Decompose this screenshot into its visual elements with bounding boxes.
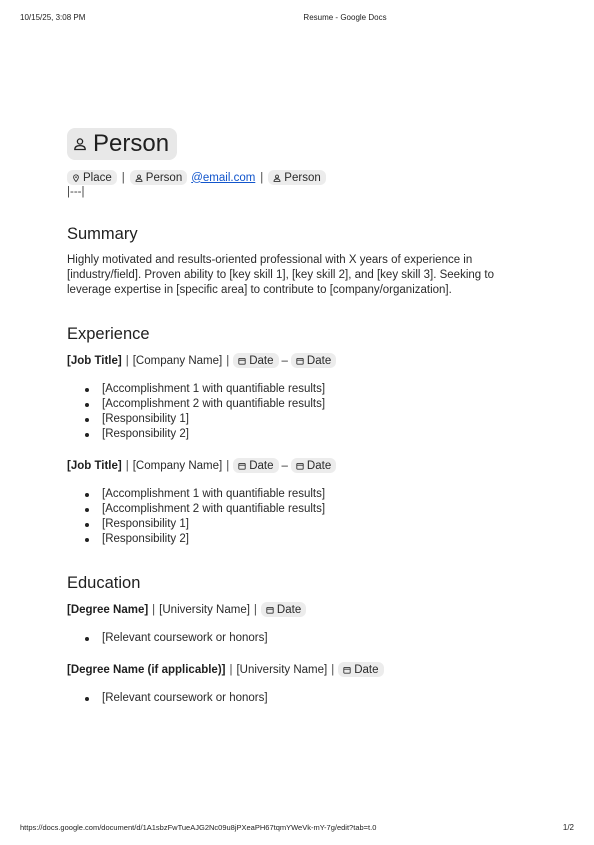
person-label: Person — [284, 171, 321, 184]
list-item: [Accomplishment 1 with quantifiable results] — [85, 487, 527, 502]
print-timestamp: 10/15/25, 3:08 PM — [20, 13, 86, 22]
date-chip[interactable] — [338, 662, 383, 677]
separator: | — [121, 171, 125, 184]
calendar-icon — [296, 462, 304, 470]
list-item: [Relevant coursework or honors] — [85, 631, 527, 646]
job-title: [Job Title] — [67, 354, 122, 367]
degree-bullets — [85, 631, 527, 646]
education-section — [67, 574, 527, 706]
separator: | — [260, 171, 264, 184]
email-link[interactable]: @email.com — [191, 171, 256, 184]
document-body — [67, 128, 527, 706]
company-name: [Company Name] — [132, 354, 223, 367]
separator: | — [125, 459, 129, 472]
separator: | — [226, 354, 230, 367]
education-heading: Education — [67, 574, 141, 592]
calendar-icon — [296, 357, 304, 365]
summary-section — [67, 225, 527, 298]
list-item: [Relevant coursework or honors] — [85, 691, 527, 706]
page-number: 1/2 — [562, 823, 574, 832]
divider-text: |---| — [67, 186, 85, 198]
job-bullets — [85, 382, 527, 442]
print-url: https://docs.google.com/document/d/1A1sbzFwTueAJG2Nc09u8jPXeaPH67tqmYWeVk-mY-7g/edit?tab=t.0 — [20, 823, 377, 832]
person-label: Person — [145, 171, 183, 184]
calendar-icon — [238, 357, 246, 365]
list-item: [Responsibility 2] — [85, 532, 527, 547]
date-label: Date — [354, 663, 379, 676]
date-dash: – — [281, 459, 288, 472]
calendar-icon — [343, 666, 351, 674]
date-label: Date — [249, 354, 274, 367]
list-item: [Responsibility 1] — [85, 412, 527, 427]
list-item: [Accomplishment 2 with quantifiable results] — [85, 502, 527, 517]
date-label: Date — [306, 354, 332, 367]
date-dash: – — [281, 354, 288, 367]
list-item: [Accomplishment 2 with quantifiable results] — [85, 397, 527, 412]
experience-heading: Experience — [67, 325, 150, 343]
degree-line — [67, 602, 527, 617]
calendar-icon — [238, 462, 246, 470]
university-name: [University Name] — [159, 603, 250, 616]
job-bullets — [85, 487, 527, 547]
date-chip[interactable] — [233, 458, 278, 473]
person-icon — [273, 174, 281, 182]
job-line — [67, 353, 527, 368]
person-icon — [73, 137, 87, 151]
person-name: Person — [93, 129, 170, 157]
job-title: [Job Title] — [67, 459, 122, 472]
person-email-chip[interactable] — [130, 170, 187, 185]
date-chip[interactable] — [261, 602, 306, 617]
date-label: Date — [306, 459, 332, 472]
location-pin-icon — [72, 174, 80, 182]
separator: | — [229, 663, 233, 676]
separator: | — [226, 459, 230, 472]
experience-section — [67, 325, 527, 547]
date-chip[interactable] — [233, 353, 278, 368]
summary-text: Highly motivated and results-oriented professional with X years of experience in [industry/field]. Proven ability to [key skill 1], [key skill 2], and [key skill 3]. Seeking to leverage expertise in [specific area] to contribute to [company/organization]. — [67, 254, 494, 296]
university-name: [University Name] — [236, 663, 328, 676]
degree-name: [Degree Name] — [67, 603, 149, 616]
summary-heading: Summary — [67, 225, 138, 243]
date-label: Date — [276, 603, 302, 616]
separator: | — [125, 354, 129, 367]
company-name: [Company Name] — [132, 459, 223, 472]
degree-line — [67, 662, 527, 677]
place-label: Place — [83, 171, 112, 184]
person-icon — [135, 174, 143, 182]
date-chip[interactable] — [291, 458, 336, 473]
separator: | — [152, 603, 156, 616]
list-item: [Responsibility 1] — [85, 517, 527, 532]
place-chip[interactable] — [67, 170, 117, 185]
separator: | — [331, 663, 335, 676]
separator: | — [253, 603, 257, 616]
name-person-chip[interactable] — [67, 128, 177, 160]
degree-bullets — [85, 691, 527, 706]
calendar-icon — [266, 606, 274, 614]
degree-name: [Degree Name (if applicable)] — [67, 663, 226, 676]
contact-line — [67, 170, 527, 185]
job-line — [67, 458, 527, 473]
print-page-title: Resume - Google Docs — [303, 13, 387, 22]
date-label: Date — [249, 459, 274, 472]
list-item: [Accomplishment 1 with quantifiable results] — [85, 382, 527, 397]
date-chip[interactable] — [291, 353, 336, 368]
person-chip[interactable] — [268, 170, 325, 185]
list-item: [Responsibility 2] — [85, 427, 527, 442]
